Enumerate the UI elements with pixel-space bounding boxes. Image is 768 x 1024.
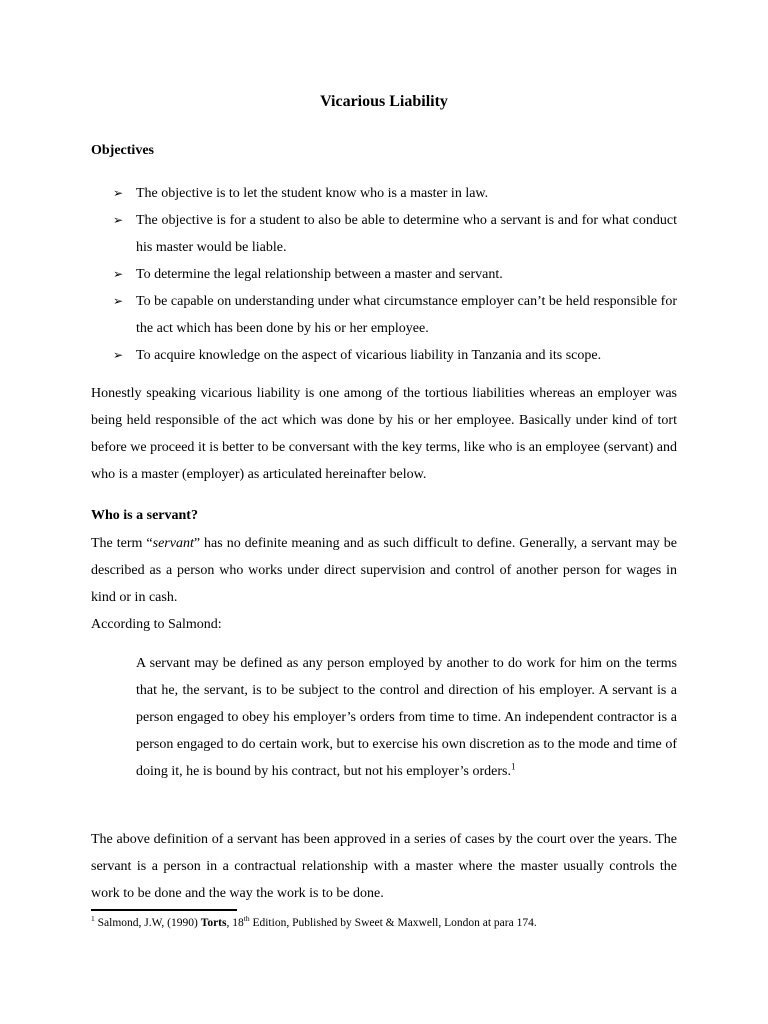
footnote-reference[interactable]: 1 xyxy=(510,761,516,772)
servant-term: servant xyxy=(152,536,194,551)
footnote-number: 1 xyxy=(91,914,95,924)
arrow-bullet-icon: ➢ xyxy=(113,213,124,227)
objective-item xyxy=(91,180,677,207)
footnote-separator xyxy=(91,909,237,911)
objective-item xyxy=(91,207,677,261)
definition-approval-paragraph: The above definition of a servant has been approved in a series of cases by the court over the years. The servant is a person in a contractual relationship with a master where the master usually controls the work to be done and the way the work is to be done. xyxy=(91,832,677,901)
salmond-quote xyxy=(136,650,677,785)
term-text-after: ” has no definite meaning and as such difficult to define. Generally, a servant may be described as a person who works under direct supervision and control of another person for wages in kind or in cash. xyxy=(91,536,678,605)
arrow-bullet-icon: ➢ xyxy=(113,294,124,308)
arrow-bullet-icon: ➢ xyxy=(113,267,124,281)
objective-text: To determine the legal relationship between a master and servant. xyxy=(136,267,503,282)
servant-term-paragraph xyxy=(91,530,677,611)
servant-heading: Who is a servant? xyxy=(91,508,198,523)
according-to-salmond: According to Salmond: xyxy=(91,617,222,632)
footnote-text-middle: , 18 xyxy=(226,917,244,929)
objective-text: The objective is to let the student know who is a master in law. xyxy=(136,186,489,201)
objectives-heading: Objectives xyxy=(91,143,154,158)
footnote xyxy=(91,914,691,932)
footnote-edition-suffix: th xyxy=(243,914,250,924)
objective-item xyxy=(91,261,677,288)
objective-text: To be capable on understanding under what circumstance employer can’t be held responsible for the act which has been done by his or her employee. xyxy=(136,294,677,336)
footnote-text-after: Edition, Published by Sweet & Maxwell, London at para 174. xyxy=(249,917,537,929)
objective-text: To acquire knowledge on the aspect of vicarious liability in Tanzania and its scope. xyxy=(136,348,602,363)
document-title: Vicarious Liability xyxy=(320,93,448,110)
arrow-bullet-icon: ➢ xyxy=(113,186,124,200)
arrow-bullet-icon: ➢ xyxy=(113,348,124,362)
footnote-book-title: Torts xyxy=(200,917,227,929)
objective-text: The objective is for a student to also be able to determine who a servant is and for what conduct his master would be liable. xyxy=(136,213,677,255)
quote-text: A servant may be defined as any person employed by another to do work for him on the terms that he, the servant, is to be subject to the control and direction of his employer. A servant is a person engaged to obey his employer’s orders from time to time. An independent contractor is a person engaged to do certain work, but to exercise his own discretion as to the mode and time of doing it, he is bound by his contract, but not his employer’s orders. xyxy=(136,656,677,779)
term-text-before: The term “ xyxy=(91,536,153,551)
objective-item xyxy=(91,342,677,369)
footnote-text-before: Salmond, J.W, (1990) xyxy=(94,917,201,929)
objectives-list xyxy=(91,180,677,369)
objective-item xyxy=(91,288,677,342)
intro-paragraph: Honestly speaking vicarious liability is one among of the tortious liabilities whereas an employer was being held responsible of the act which was done by his or her employee. Basically under kind of tort before we proceed it is better to be conversant with the key terms, like who is an employee (servant) and who is a master (employer) as articulated hereinafter below. xyxy=(91,386,677,482)
